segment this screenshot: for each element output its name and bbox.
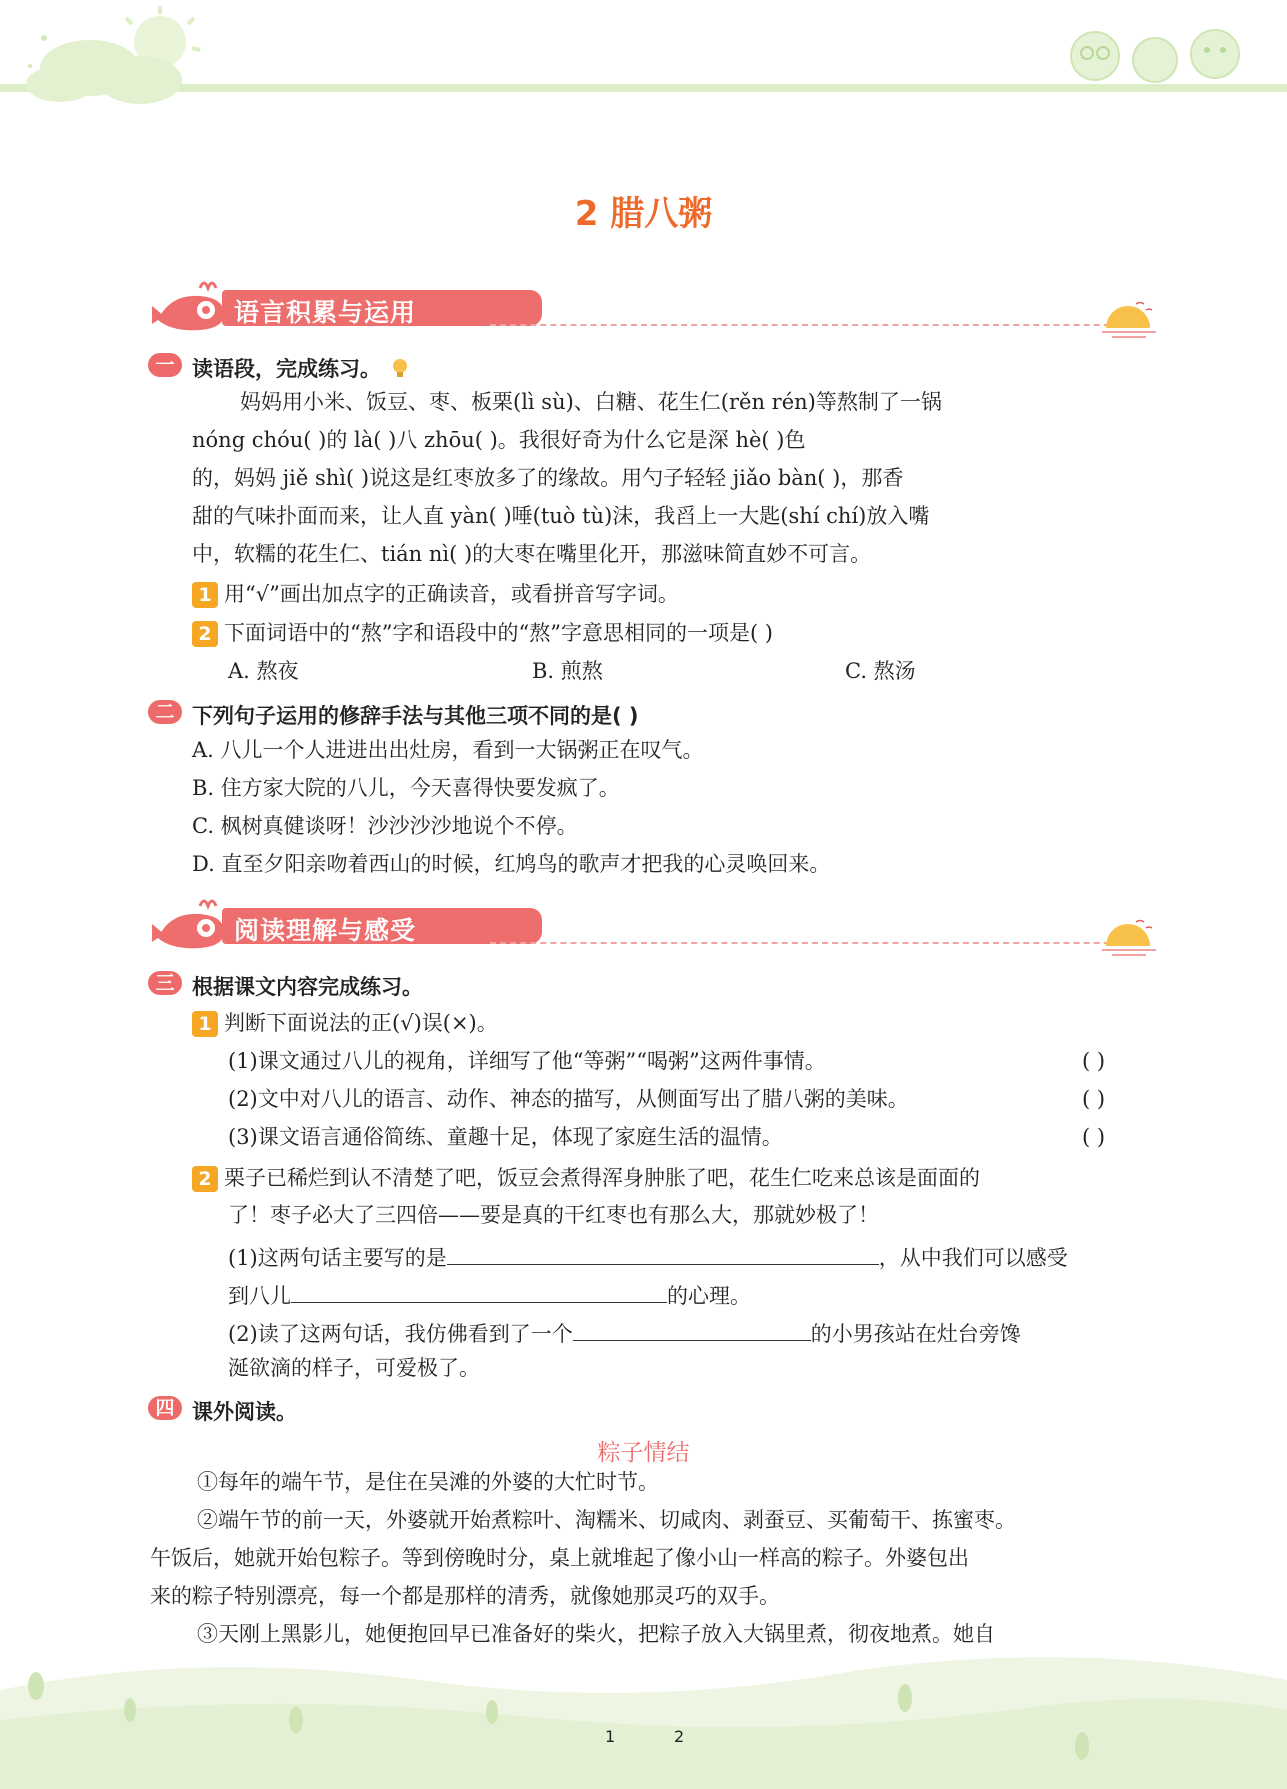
judge-item: (3)课文语言通俗简练、童趣十足，体现了家庭生活的温情。 xyxy=(228,1125,783,1149)
sub-question: 1 用“√”画出加点字的正确读音，或看拼音写字词。 xyxy=(192,582,679,608)
section-title: 语言积累与运用 xyxy=(234,298,417,327)
option: A. 熬夜 xyxy=(228,659,299,683)
footer-hills xyxy=(0,1650,1287,1789)
question-title: 根据课文内容完成练习。 xyxy=(192,975,423,999)
answer-paren[interactable]: ( ) xyxy=(1082,1049,1106,1073)
fill-line: 到八儿 的心理。 xyxy=(228,1284,751,1308)
passage-line: 妈妈用小米、饭豆、枣、板栗(lì sù)、白糖、花生仁(rěn rén)等熬制了一锅 xyxy=(240,390,942,414)
sub-question-number: 2 xyxy=(192,1166,218,1192)
story-paragraph: ③天刚上黑影儿，她便抱回早已准备好的柴火，把粽子放入大锅里煮，彻夜地煮。她自 xyxy=(197,1622,995,1646)
sub-question: 2 下面词语中的“熬”字和语段中的“熬”字意思相同的一项是( ) xyxy=(192,621,773,647)
page-number: 1 xyxy=(605,1727,616,1746)
page-title: 2 腊八粥 xyxy=(574,194,713,234)
passage-line: 中，软糯的花生仁、tián nì( )的大枣在嘴里化开，那滋味简直妙不可言。 xyxy=(192,542,872,566)
option: C. 枫树真健谈呀！沙沙沙沙地说个不停。 xyxy=(192,814,578,838)
judge-item: (2)文中对八儿的语言、动作、神态的描写，从侧面写出了腊八粥的美味。 xyxy=(228,1087,909,1111)
question-title: 课外阅读。 xyxy=(192,1400,297,1424)
sub-question: 2 栗子已稀烂到认不清楚了吧，饭豆会煮得浑身肿胀了吧，花生仁吃来总该是面面的 xyxy=(192,1166,980,1192)
cloud-sun-icon xyxy=(0,0,220,115)
question-tag: 四 xyxy=(148,1396,182,1420)
story-paragraph: ②端午节的前一天，外婆就开始煮粽叶、淘糯米、切咸肉、剥蚕豆、买葡萄干、拣蜜枣。 xyxy=(197,1508,1016,1532)
question-tag: 一 xyxy=(148,353,182,377)
passage-line: 的，妈妈 jiě shì( )说这是红枣放多了的缘故。用勺子轻轻 jiǎo bàn( )，那香 xyxy=(192,466,904,490)
fill-line: (2)读了这两句话，我仿佛看到了一个 的小男孩站在灶台旁馋 xyxy=(228,1322,1021,1346)
passage-line: 甜的气味扑面而来，让人直 yàn( )唾(tuò tù)沫，我舀上一大匙(shí chí)放入嘴 xyxy=(192,504,930,528)
lightbulb-icon xyxy=(388,356,412,380)
option: B. 住方家大院的八儿，今天喜得快要发疯了。 xyxy=(192,776,620,800)
story-paragraph: 午饭后，她就开始包粽子。等到傍晚时分，桌上就堆起了像小山一样高的粽子。外婆包出 xyxy=(150,1546,969,1570)
answer-blank[interactable] xyxy=(447,1244,879,1265)
fill-line: (1)这两句话主要写的是 ，从中我们可以感受 xyxy=(228,1246,1068,1270)
sunset-icon xyxy=(1102,918,1162,958)
sub-question: 1 判断下面说法的正(√)误(×)。 xyxy=(192,1011,498,1037)
sub-question-number: 2 xyxy=(192,621,218,647)
answer-blank[interactable] xyxy=(573,1320,811,1341)
quote-line: 了！枣子必大了三四倍——要是真的干红枣也有那么大，那就妙极了！ xyxy=(228,1203,879,1227)
question-tag: 三 xyxy=(148,971,182,995)
animal-friends-icon xyxy=(1055,20,1255,90)
answer-paren[interactable]: ( ) xyxy=(1082,1125,1106,1149)
judge-item: (1)课文通过八儿的视角，详细写了他“等粥”“喝粥”这两件事情。 xyxy=(228,1049,826,1073)
passage-line: nóng chóu( )的 là( )八 zhōu( )。我很好奇为什么它是深 hè( )色 xyxy=(192,428,806,452)
option: A. 八儿一个人进进出出灶房，看到一大锅粥正在叹气。 xyxy=(192,738,704,762)
section-divider xyxy=(490,324,1150,326)
fill-line: 涎欲滴的样子，可爱极了。 xyxy=(228,1356,480,1380)
option: B. 煎熬 xyxy=(532,659,603,683)
answer-paren[interactable]: ( ) xyxy=(1082,1087,1106,1111)
story-paragraph: 来的粽子特别漂亮，每一个都是那样的清秀，就像她那灵巧的双手。 xyxy=(150,1584,780,1608)
question-tag: 二 xyxy=(148,700,182,724)
option: D. 直至夕阳亲吻着西山的时候，红鸠鸟的歌声才把我的心灵唤回来。 xyxy=(192,852,831,876)
whale-icon xyxy=(150,276,230,336)
whale-icon xyxy=(150,894,230,954)
story-title: 粽子情结 xyxy=(597,1440,690,1466)
question-title: 下列句子运用的修辞手法与其他三项不同的是( ) xyxy=(192,704,639,728)
question-title: 读语段，完成练习。 xyxy=(192,353,412,383)
story-paragraph: ①每年的端午节，是住在吴滩的外婆的大忙时节。 xyxy=(197,1470,659,1494)
answer-blank[interactable] xyxy=(291,1282,667,1303)
option: C. 熬汤 xyxy=(845,659,916,683)
section-title: 阅读理解与感受 xyxy=(234,916,417,945)
sunset-icon xyxy=(1102,300,1162,340)
page-number: 2 xyxy=(674,1727,685,1746)
sub-question-number: 1 xyxy=(192,582,218,608)
sub-question-number: 1 xyxy=(192,1011,218,1037)
section-divider xyxy=(490,942,1150,944)
